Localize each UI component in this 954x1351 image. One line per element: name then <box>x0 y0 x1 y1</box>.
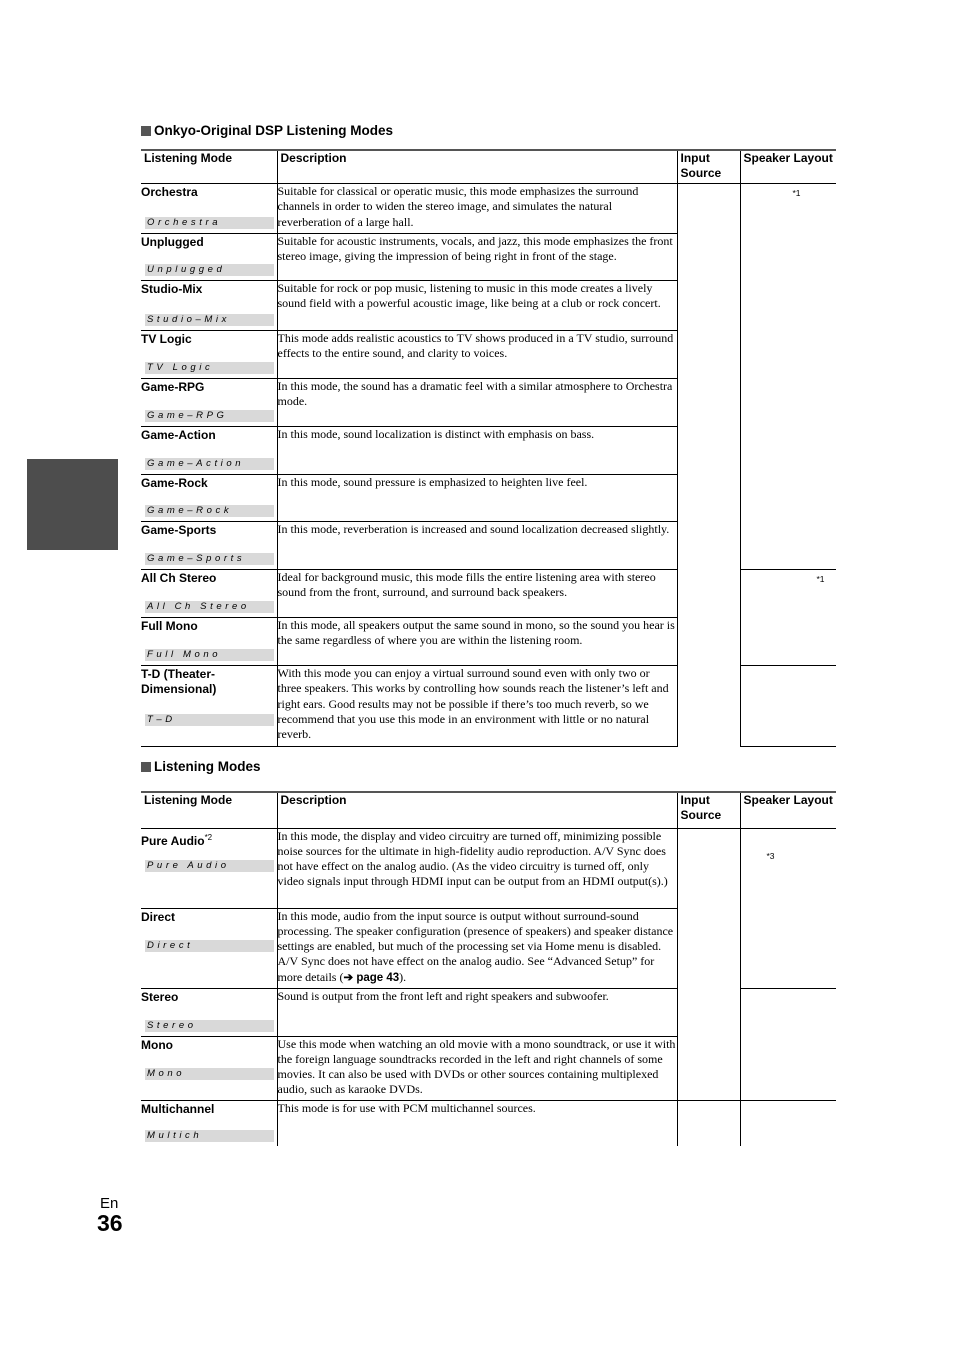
input-source-cell <box>677 184 740 747</box>
mode-cell <box>141 379 277 427</box>
mode-cell <box>141 1100 277 1146</box>
mode-name: Mono <box>141 1037 173 1052</box>
section-title-text: Listening Modes <box>154 759 261 774</box>
mode-description: In this mode, the display and video circuitry are turned off, minimizing possible noise sources for the ultimate in high-fidelity audio reproduction. A/V Sync does not have effect on the analog audio. (As the video circuitry is turned off, only video signals input through HDMI input can be output from an HDMI output(s).) <box>277 828 677 908</box>
footnote-ref: *3 <box>766 850 775 861</box>
mode-name: TV Logic <box>141 332 192 346</box>
header-speaker-layout: Speaker Layout <box>740 150 836 184</box>
section-title-text: Onkyo-Original DSP Listening Modes <box>154 123 394 138</box>
mode-cell <box>141 331 277 379</box>
mode-cell <box>141 184 277 234</box>
speaker-layout-cell <box>740 666 836 747</box>
table-row <box>141 184 836 234</box>
mode-cell <box>141 666 277 747</box>
header-description: Description <box>277 792 677 828</box>
table-header-row <box>141 792 836 828</box>
display-indicator: Mono <box>145 1068 274 1080</box>
mode-description: Use this mode when watching an old movie with a mono soundtrack, or use it with the foreign language soundtracks recorded in the left and right channels of some movies. It can also be used with DVDs or other sources containing multiplexed audio, such as karaoke DVDs. <box>277 1036 677 1100</box>
mode-name: Studio-Mix <box>141 282 203 296</box>
mode-cell <box>141 522 277 570</box>
mode-description: Sound is output from the front left and right speakers and subwoofer. <box>277 988 677 1036</box>
mode-cell <box>141 908 277 988</box>
display-indicator: Multich <box>145 1130 274 1142</box>
header-input-source: Input Source <box>677 150 740 184</box>
display-indicator: Game–Action <box>145 458 274 470</box>
section-square-icon <box>141 126 151 136</box>
display-indicator: Game–Rock <box>145 505 274 517</box>
mode-name: Stereo <box>141 989 179 1004</box>
footnote-ref: *2 <box>204 832 213 842</box>
display-indicator: Full Mono <box>145 649 274 661</box>
mode-description: Suitable for classical or operatic music, this mode emphasizes the surround channels in order to widen the stereo image, and simulates the natural reverberation of a large hall. <box>277 184 677 234</box>
mode-name <box>141 830 277 849</box>
speaker-layout-cell <box>740 184 836 570</box>
display-indicator: Game–RPG <box>145 410 274 422</box>
header-speaker-layout: Speaker Layout <box>740 792 836 828</box>
display-indicator: Pure Audio <box>145 860 274 872</box>
mode-description: Suitable for acoustic instruments, vocals, and jazz, this mode emphasizes the front stereo image, giving the impression of being right in front of the stage. <box>277 234 677 281</box>
mode-description: In this mode, the sound has a dramatic feel with a similar atmosphere to Orchestra mode. <box>277 379 677 427</box>
display-indicator: All Ch Stereo <box>145 601 274 613</box>
mode-cell <box>141 618 277 666</box>
side-section-tab <box>27 459 118 550</box>
display-indicator: TV Logic <box>145 362 274 374</box>
display-indicator: Studio–Mix <box>145 314 274 326</box>
mode-description: In this mode, reverberation is increased and sound localization decreased slightly. <box>277 522 677 570</box>
display-indicator: Orchestra <box>145 217 274 229</box>
mode-cell <box>141 281 277 331</box>
speaker-layout-cell <box>740 828 836 988</box>
display-indicator: T–D <box>145 714 274 726</box>
mode-description: In this mode, all speakers output the same sound in mono, so the sound you hear is the same regardless of where you are within the listening room. <box>277 618 677 666</box>
section-square-icon <box>141 762 151 772</box>
footnote-ref: *1 <box>792 188 801 198</box>
mode-cell <box>141 570 277 618</box>
mode-description: In this mode, sound localization is distinct with emphasis on bass. <box>277 427 677 475</box>
table-row <box>141 828 836 908</box>
section-title-listening <box>141 759 261 774</box>
mode-description: With this mode you can enjoy a virtual surround sound even with only two or three speakers. This works by controlling how sounds reach the listener’s left and right ears. Good results may not be possible if there’s too much reverb, so we recommend that you use this mode in an environment with little or no natural reverb. <box>277 666 677 747</box>
mode-cell <box>141 828 277 908</box>
mode-cell <box>141 1036 277 1100</box>
mode-name: Game-RPG <box>141 380 205 394</box>
page-language: En <box>100 1195 119 1212</box>
mode-cell <box>141 427 277 475</box>
speaker-layout-cell <box>740 570 836 666</box>
mode-name: Game-Rock <box>141 476 208 490</box>
mode-description: Suitable for rock or pop music, listening to music in this mode creates a lively sound field with a powerful acoustic image, like being at a club or rock concert. <box>277 281 677 331</box>
mode-name: Game-Action <box>141 428 216 442</box>
table-header-row <box>141 150 836 184</box>
mode-description: Ideal for background music, this mode fills the entire listening area with stereo sound from the front, surround, and surround back speakers. <box>277 570 677 618</box>
mode-name: Full Mono <box>141 619 198 633</box>
mode-cell <box>141 475 277 522</box>
page-reference-link[interactable]: ➔ page 43 <box>343 971 400 984</box>
page-number: 36 <box>97 1210 123 1236</box>
header-description: Description <box>277 150 677 184</box>
display-indicator: Unplugged <box>145 264 274 276</box>
dsp-modes-table <box>141 149 836 747</box>
table-row <box>141 1100 836 1146</box>
input-source-cell <box>677 1100 740 1146</box>
speaker-layout-cell <box>740 1100 836 1146</box>
mode-name: Multichannel <box>141 1101 215 1116</box>
header-listening-mode: Listening Mode <box>141 150 277 184</box>
mode-name: Direct <box>141 909 176 924</box>
description-text: ). <box>399 969 407 984</box>
display-indicator: Game–Sports <box>145 553 274 565</box>
mode-name-text: Pure Audio <box>141 833 205 848</box>
listening-modes-table <box>141 791 836 1146</box>
description-text: In this mode, audio from the input source is output without surround-sound processing. The speaker configuration (presence of speakers) and speaker distance settings are enabled, but much of the processing set via Home menu is disabled. A/V Sync does not have effect on the analog audio. See “Advanced Setup” for more details ( <box>277 908 674 984</box>
input-source-cell <box>677 828 740 1100</box>
display-indicator: Direct <box>145 940 274 952</box>
display-indicator: Stereo <box>145 1020 274 1032</box>
mode-description: This mode is for use with PCM multichannel sources. <box>277 1100 677 1146</box>
mode-description: This mode adds realistic acoustics to TV shows produced in a TV studio, surround effects to the entire sound, and clarity to voices. <box>277 331 677 379</box>
mode-cell <box>141 234 277 281</box>
mode-name: Orchestra <box>141 185 198 199</box>
mode-description <box>277 908 677 988</box>
mode-cell <box>141 988 277 1036</box>
mode-description: In this mode, sound pressure is emphasized to heighten live feel. <box>277 475 677 522</box>
mode-name: All Ch Stereo <box>141 571 217 585</box>
header-input-source: Input Source <box>677 792 740 828</box>
mode-name: T-D (Theater-Dimensional) <box>141 667 217 696</box>
mode-name: Unplugged <box>141 235 204 249</box>
header-listening-mode: Listening Mode <box>141 792 277 828</box>
footnote-ref: *1 <box>816 574 825 584</box>
mode-name: Game-Sports <box>141 523 217 537</box>
section-title-dsp <box>141 123 393 138</box>
speaker-layout-cell <box>740 988 836 1100</box>
